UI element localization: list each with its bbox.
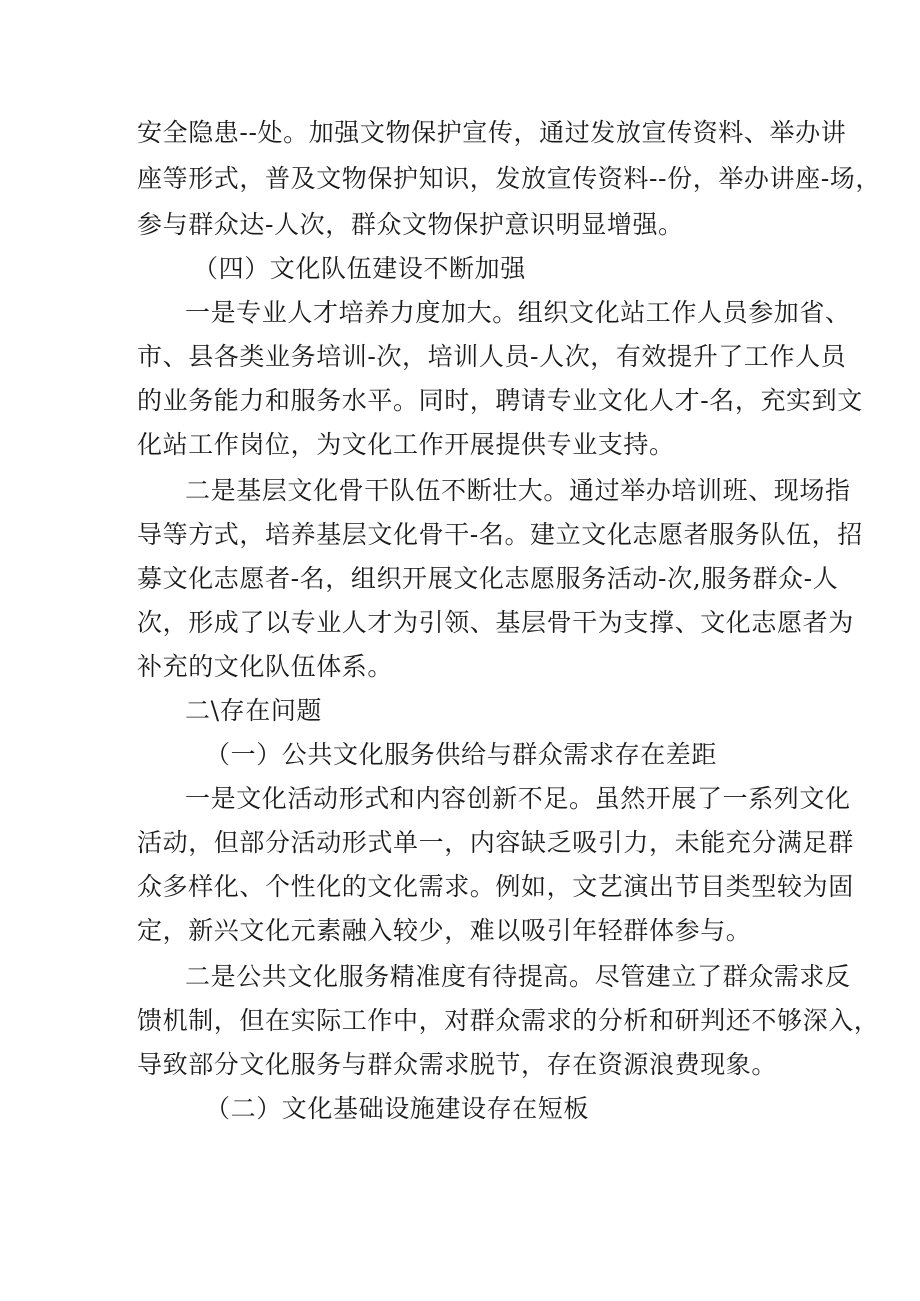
section-heading: （四）文化队伍建设不断加强 (193, 254, 526, 283)
text-line: 二是基层文化骨干队伍不断壮大。通过举办培训班、现场指 (185, 476, 851, 505)
text-line: 导等方式，培养基层文化骨干-名。建立文化志愿者服务队伍，招 (137, 520, 863, 549)
text-line: 市、县各类业务培训-次，培训人员-人次，有效提升了工作人员 (137, 342, 847, 371)
text-line: 馈机制，但在实际工作中，对群众需求的分析和研判还不够深入， (137, 1006, 880, 1035)
text-line: 二是公共文化服务精准度有待提高。尽管建立了群众需求反 (185, 962, 851, 991)
text-line: 众多样化、个性化的文化需求。例如，文艺演出节目类型较为固 (137, 872, 854, 901)
text-line: 次，形成了以专业人才为引领、基层骨干为支撑、文化志愿者为 (137, 608, 854, 637)
text-line: 募文化志愿者-名，组织开展文化志愿服务活动-次,服务群众-人 (137, 564, 839, 593)
text-line: 一是文化活动形式和内容创新不足。虽然开展了一系列文化 (185, 784, 851, 813)
section-heading: （二）文化基础设施建设存在短板 (205, 1094, 590, 1123)
text-line: 参与群众达-人次，群众文物保护意识明显增强。 (137, 210, 684, 239)
text-line: 定，新兴文化元素融入较少，难以吸引年轻群体参与。 (137, 916, 752, 945)
section-heading: 二\存在问题 (185, 696, 323, 725)
text-line: 一是专业人才培养力度加大。组织文化站工作人员参加省、 (185, 298, 851, 327)
section-heading: （一）公共文化服务供给与群众需求存在差距 (205, 740, 718, 769)
text-line: 补充的文化队伍体系。 (137, 652, 394, 681)
text-line: 安全隐患--处。加强文物保护宣传，通过发放宣传资料、举办讲 (137, 118, 847, 147)
text-line: 活动，但部分活动形式单一，内容缺乏吸引力，未能充分满足群 (137, 828, 854, 857)
text-line: 的业务能力和服务水平。同时，聘请专业文化人才-名，充实到文 (137, 386, 863, 415)
text-line: 座等形式，普及文物保护知识，发放宣传资料--份，举办讲座-场， (137, 164, 881, 193)
text-line: 导致部分文化服务与群众需求脱节，存在资源浪费现象。 (137, 1050, 778, 1079)
text-line: 化站工作岗位，为文化工作开展提供专业支持。 (137, 430, 675, 459)
